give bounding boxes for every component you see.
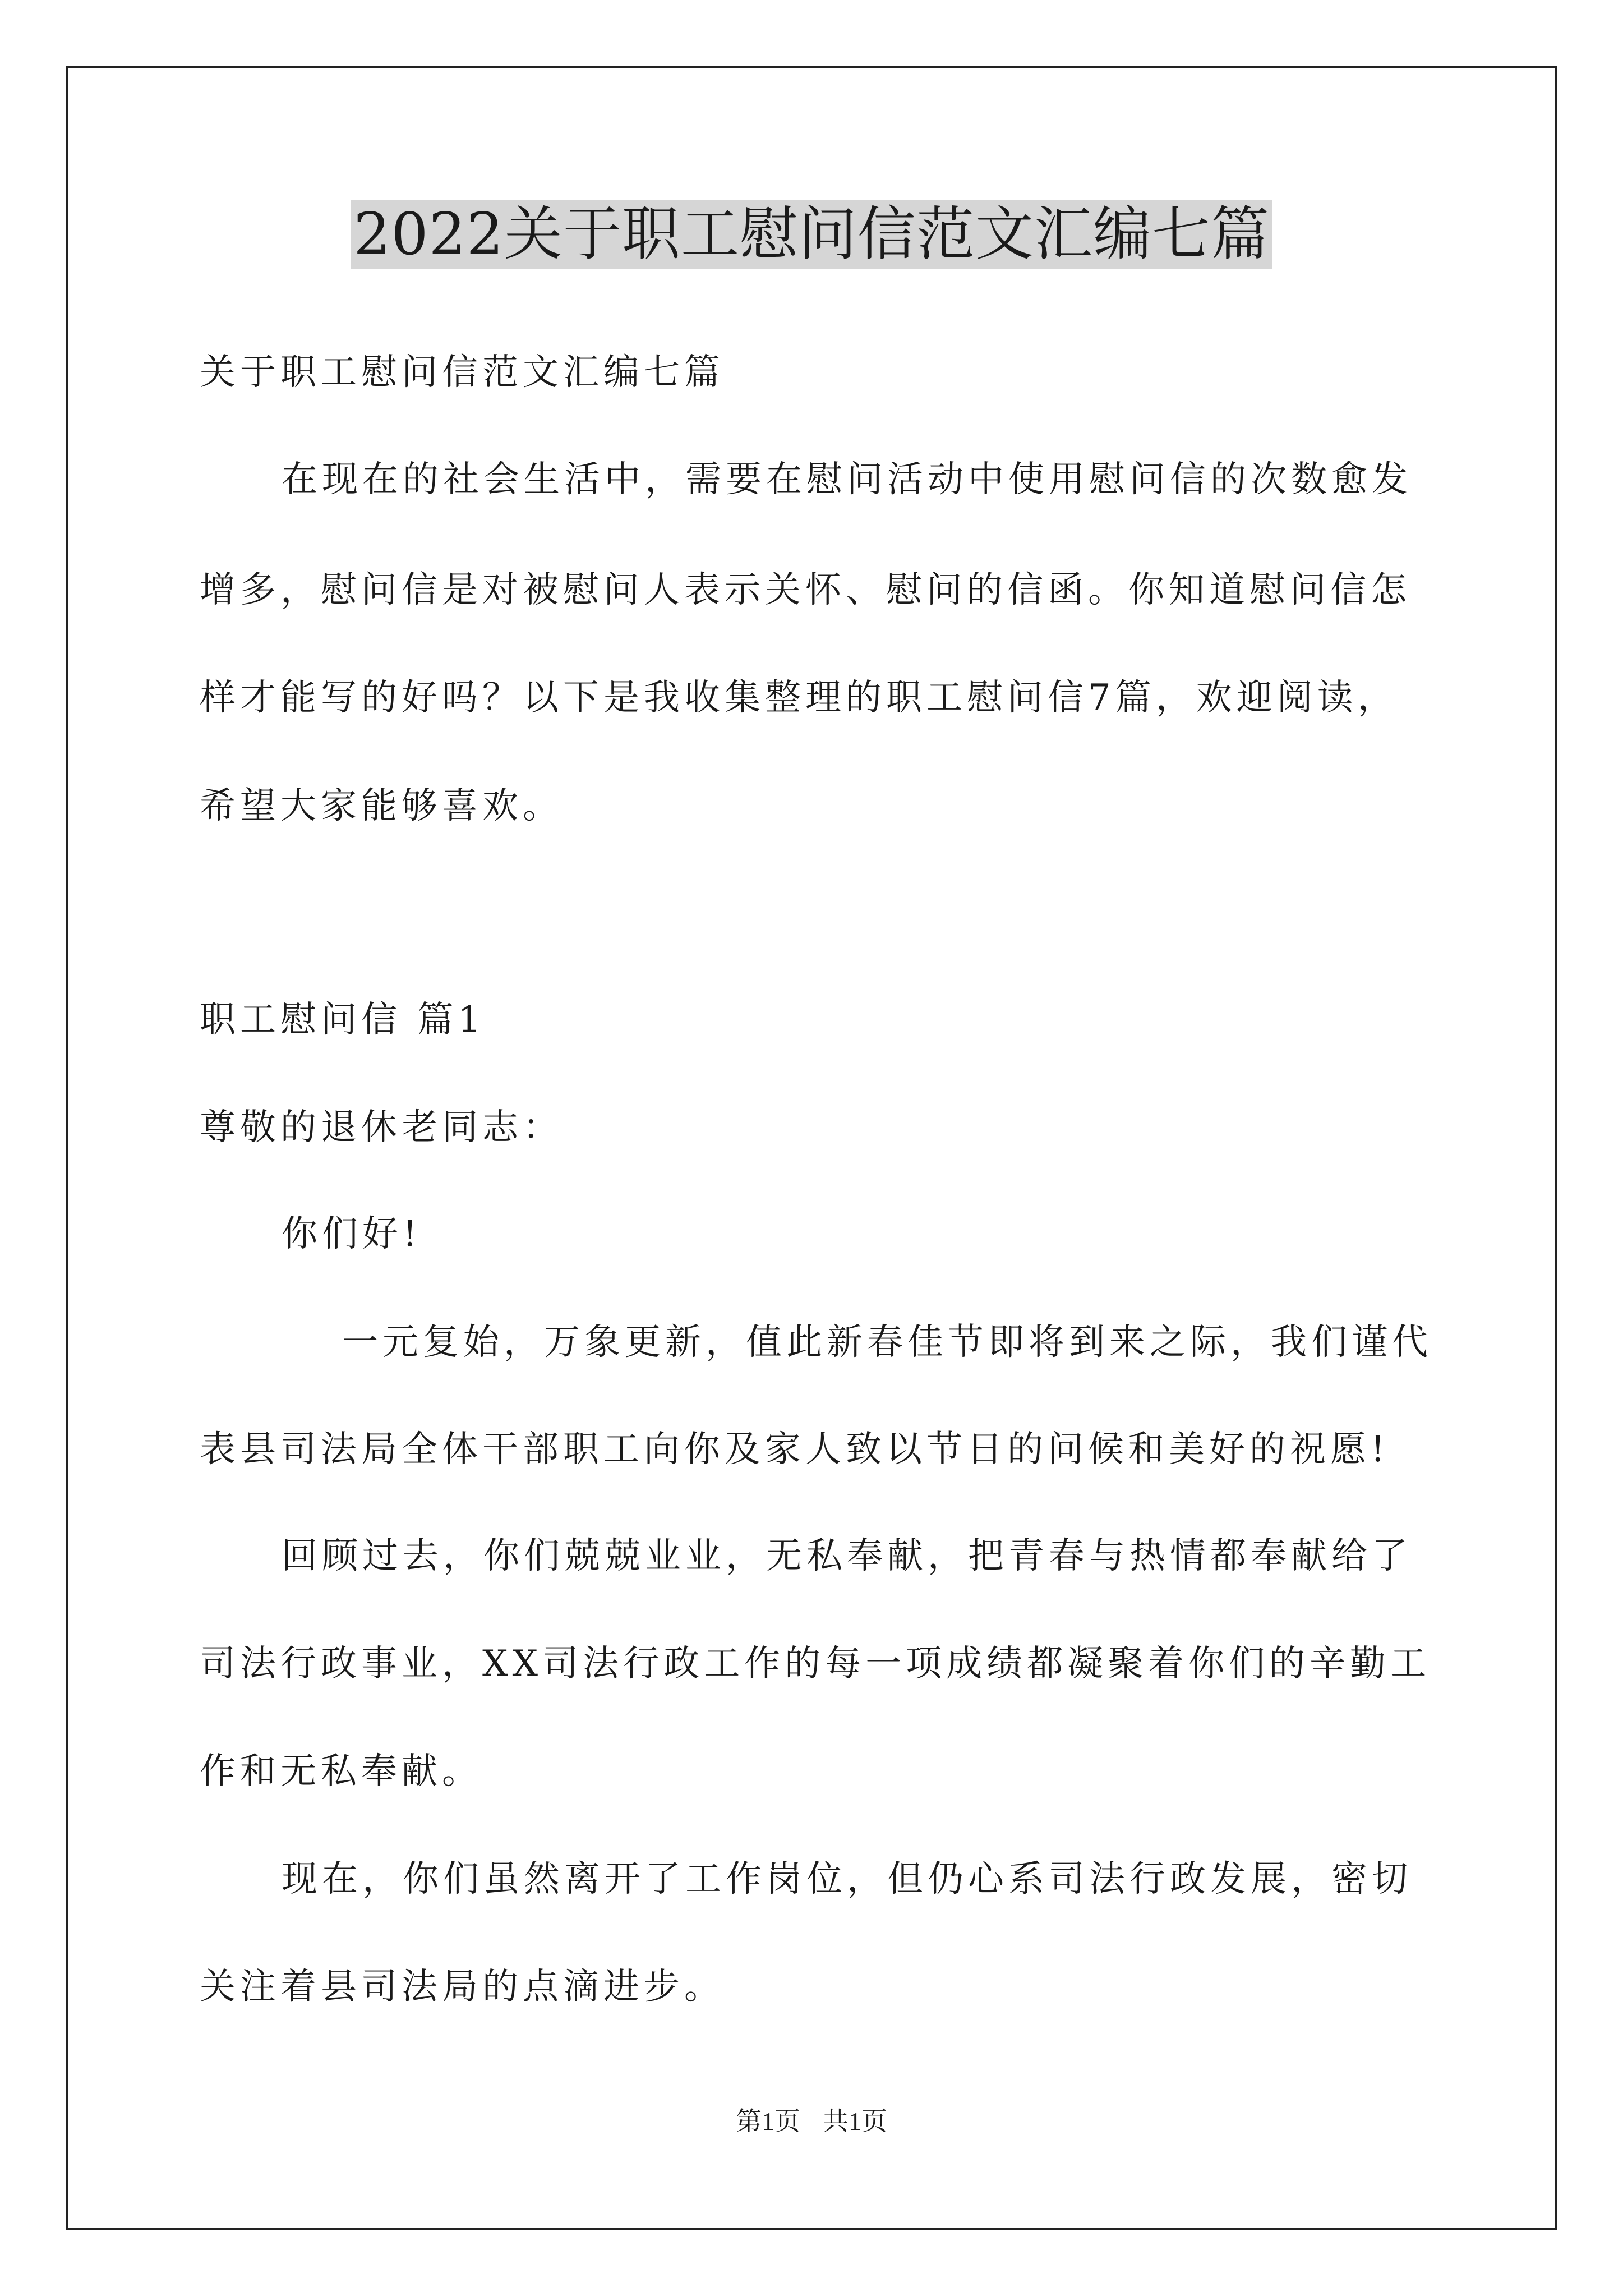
page-number: 第1页: [736, 2107, 800, 2136]
intro-line-1: 在现在的社会生活中，需要在慰问活动中使用慰问信的次数愈发: [282, 459, 1412, 500]
paragraph-3-line-2: 关注着县司法局的点滴进步。: [200, 1966, 725, 2008]
title-container: [0, 200, 1623, 269]
paragraph-2-line-3: 作和无私奉献。: [200, 1751, 482, 1792]
intro-line-4: 希望大家能够喜欢。: [200, 785, 563, 827]
subtitle-line: 关于职工慰问信范文汇编七篇: [200, 352, 725, 393]
greeting: 你们好!: [282, 1213, 422, 1255]
intro-line-3: 样才能写的好吗？以下是我收集整理的职工慰问信7篇，欢迎阅读，: [200, 677, 1398, 719]
paragraph-2-line-2: 司法行政事业，XX司法行政工作的每一项成绩都凝聚着你们的辛勤工: [200, 1643, 1431, 1685]
page-total: 共1页: [823, 2107, 887, 2136]
page-footer: [0, 2101, 1623, 2138]
paragraph-1-line-2: 表县司法局全体干部职工向你及家人致以节日的问候和美好的祝愿!: [200, 1429, 1390, 1470]
paragraph-2-line-1: 回顾过去，你们兢兢业业，无私奉献，把青春与热情都奉献给了: [282, 1535, 1412, 1577]
intro-line-2: 增多，慰问信是对被慰问人表示关怀、慰问的信函。你知道慰问信怎: [200, 569, 1411, 611]
salutation: 尊敬的退休老同志：: [200, 1107, 563, 1148]
document-title: 2022关于职工慰问信范文汇编七篇: [351, 200, 1272, 269]
paragraph-1-line-1: 一元复始，万象更新，值此新春佳节即将到来之际，我们谨代: [342, 1322, 1432, 1363]
section-heading: 职工慰问信 篇1: [200, 999, 486, 1041]
paragraph-3-line-1: 现在，你们虽然离开了工作岗位，但仍心系司法行政发展，密切: [282, 1858, 1412, 1900]
